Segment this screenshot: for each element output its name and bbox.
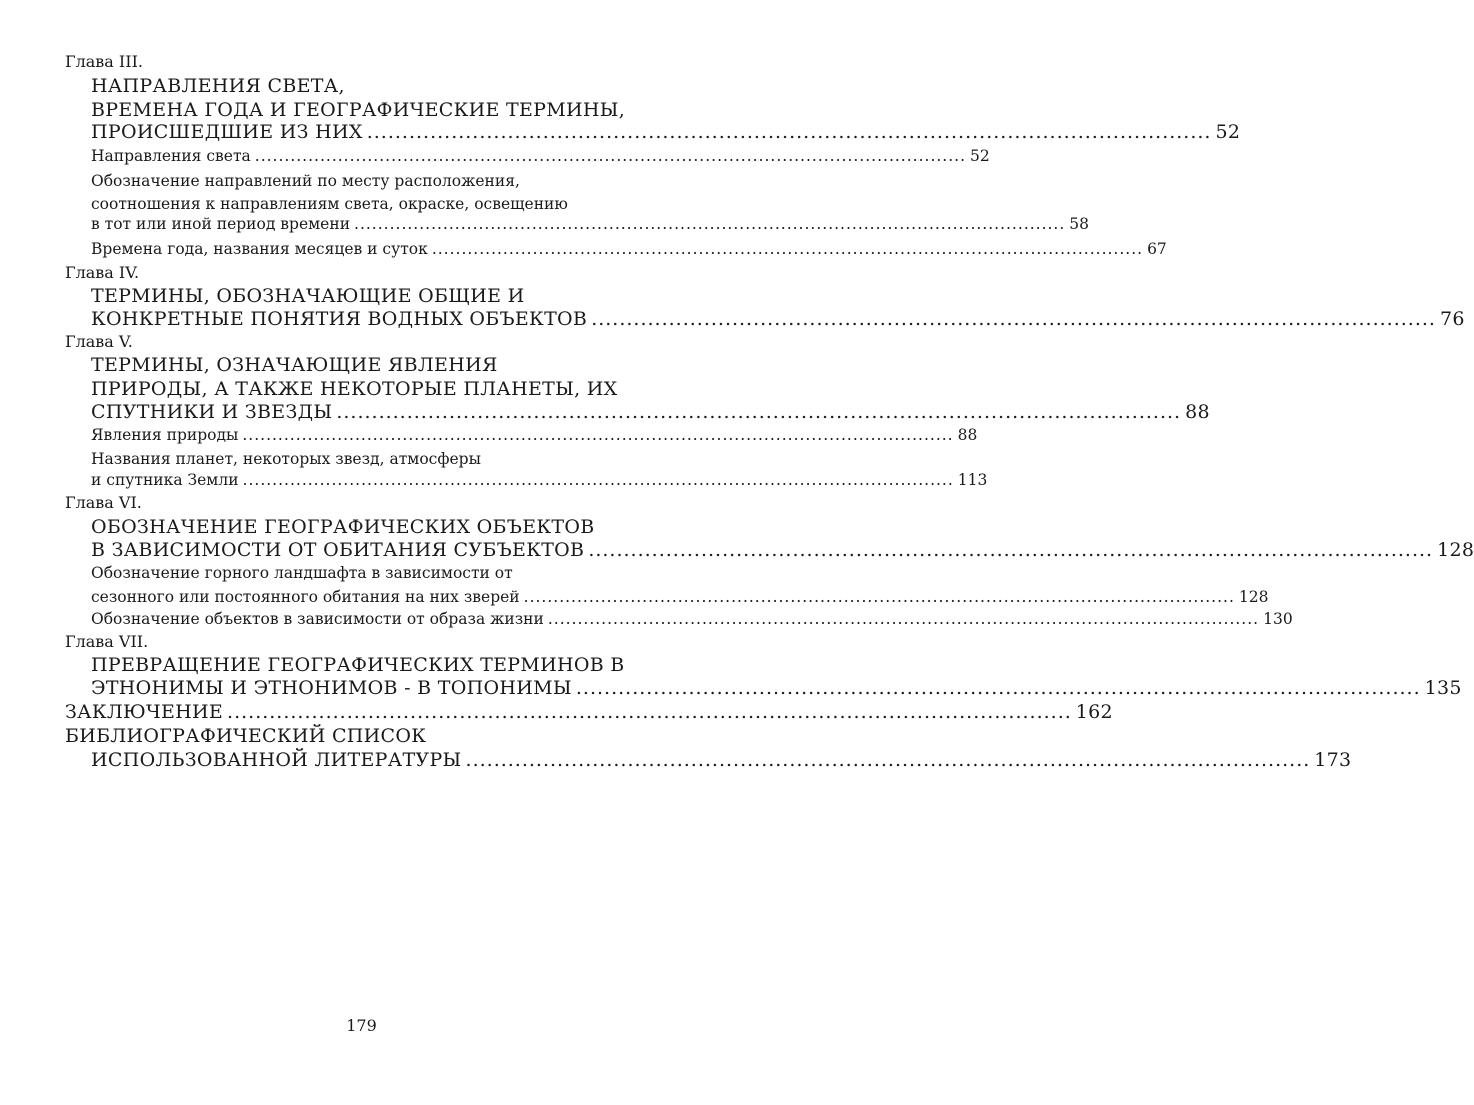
toc-heading-line <box>65 700 1113 724</box>
dot-leader: ........................................................................................................................ <box>242 471 954 489</box>
entry-title: в тот или иной период времени <box>91 215 351 233</box>
toc-subentry-line <box>91 585 1269 609</box>
toc-heading-line <box>91 284 524 308</box>
dot-leader: ........................................................................................................................ <box>366 121 1212 143</box>
toc-subentry-line <box>91 423 978 447</box>
toc-heading-line <box>91 748 1352 772</box>
dot-leader: ........................................................................................................................ <box>254 147 967 165</box>
entry-page-number: 162 <box>1075 701 1113 723</box>
toc-subentry-line <box>91 212 1090 236</box>
entry-page-number: 67 <box>1147 240 1167 258</box>
toc-heading-line <box>91 400 1210 424</box>
entry-title: НАПРАВЛЕНИЯ СВЕТА, <box>91 75 345 97</box>
entry-title: ПРЕВРАЩЕНИЕ ГЕОГРАФИЧЕСКИХ ТЕРМИНОВ В <box>91 654 625 676</box>
entry-page-number: 128 <box>1437 539 1474 561</box>
dot-leader: ........................................................................................................................ <box>547 610 1260 628</box>
toc-heading-line <box>91 98 625 122</box>
dot-leader: ........................................................................................................................ <box>354 215 1066 233</box>
entry-title: КОНКРЕТНЫЕ ПОНЯТИЯ ВОДНЫХ ОБЪЕКТОВ <box>91 308 588 330</box>
entry-title: Обозначение направлений по месту расположения, <box>91 172 520 190</box>
entry-page-number: 88 <box>957 426 978 444</box>
toc-heading-line <box>91 676 1462 700</box>
entry-page-number: 76 <box>1439 308 1465 330</box>
entry-title: ПРОИСШЕДШИЕ ИЗ НИХ <box>91 121 363 143</box>
toc-heading-line <box>91 307 1465 331</box>
toc-heading-line <box>91 653 625 677</box>
dot-leader: ........................................................................................................................ <box>227 701 1072 723</box>
toc-subentry-line <box>91 607 1293 631</box>
entry-title: ТЕРМИНЫ, ОБОЗНАЧАЮЩИЕ ОБЩИЕ И <box>91 285 525 307</box>
entry-title: ПРИРОДЫ, А ТАКЖЕ НЕКОТОРЫЕ ПЛАНЕТЫ, ИХ <box>91 378 618 400</box>
entry-page-number: 52 <box>1215 121 1241 143</box>
chapter-label <box>65 50 143 74</box>
entry-title: БИБЛИОГРАФИЧЕСКИЙ СПИСОК <box>65 725 427 747</box>
toc-heading-line <box>91 74 345 98</box>
entry-title: Явления природы <box>91 426 239 444</box>
entry-title: и спутника Земли <box>91 471 239 489</box>
entry-title: ИСПОЛЬЗОВАННОЙ ЛИТЕРАТУРЫ <box>91 749 462 771</box>
toc-heading-line <box>91 120 1241 144</box>
dot-leader: ........................................................................................................................ <box>588 539 1434 561</box>
entry-page-number: 52 <box>970 147 990 165</box>
dot-leader: ........................................................................................................................ <box>523 588 1235 606</box>
entry-title: СПУТНИКИ И ЗВЕЗДЫ <box>91 401 333 423</box>
entry-page-number: 135 <box>1424 677 1462 699</box>
toc-subentry-line <box>91 144 990 168</box>
entry-title: Глава V. <box>65 332 133 351</box>
entry-title: ВРЕМЕНА ГОДА И ГЕОГРАФИЧЕСКИЕ ТЕРМИНЫ, <box>91 99 626 121</box>
entry-title: ТЕРМИНЫ, ОЗНАЧАЮЩИЕ ЯВЛЕНИЯ <box>91 354 498 376</box>
toc-heading-line <box>91 353 498 377</box>
dot-leader: ........................................................................................................................ <box>336 401 1182 423</box>
entry-title: Обозначение объектов в зависимости от образа жизни <box>91 610 544 628</box>
entry-title: сезонного или постоянного обитания на них зверей <box>91 588 520 606</box>
entry-title: ОБОЗНАЧЕНИЕ ГЕОГРАФИЧЕСКИХ ОБЪЕКТОВ <box>91 516 595 538</box>
toc-heading-line <box>91 515 595 539</box>
entry-title: Глава VI. <box>65 493 142 512</box>
entry-title: ЗАКЛЮЧЕНИЕ <box>65 701 224 723</box>
entry-title: Названия планет, некоторых звезд, атмосферы <box>91 450 481 468</box>
entry-title: Глава VII. <box>65 632 149 651</box>
chapter-label <box>65 330 133 354</box>
chapter-label <box>65 261 139 285</box>
entry-title: соотношения к направлениям света, окраске, освещению <box>91 195 568 213</box>
entry-title: В ЗАВИСИМОСТИ ОТ ОБИТАНИЯ СУБЪЕКТОВ <box>91 539 585 561</box>
entry-page-number: 113 <box>957 471 988 489</box>
toc-subentry-line <box>91 468 988 492</box>
chapter-label <box>65 491 142 515</box>
toc-subentry-line <box>91 169 520 193</box>
entry-title: Глава IV. <box>65 263 140 282</box>
entry-title: Глава III. <box>65 52 143 71</box>
dot-leader: ........................................................................................................................ <box>431 240 1144 258</box>
page-number: 179 <box>346 1016 377 1035</box>
entry-page-number: 130 <box>1263 610 1293 628</box>
dot-leader: ........................................................................................................................ <box>591 308 1436 330</box>
entry-page-number: 58 <box>1069 215 1090 233</box>
toc-heading-line <box>91 377 618 401</box>
entry-title: ЭТНОНИМЫ И ЭТНОНИМОВ - В ТОПОНИМЫ <box>91 677 572 699</box>
dot-leader: ........................................................................................................................ <box>242 426 954 444</box>
dot-leader: ........................................................................................................................ <box>465 749 1311 771</box>
entry-title: Обозначение горного ландшафта в зависимости от <box>91 564 513 582</box>
toc-subentry-line <box>91 561 513 585</box>
entry-page-number: 173 <box>1314 749 1352 771</box>
entry-page-number: 128 <box>1238 588 1269 606</box>
toc-heading-line <box>65 724 426 748</box>
entry-page-number: 88 <box>1185 401 1210 423</box>
chapter-label <box>65 630 148 654</box>
entry-title: Времена года, названия месяцев и суток <box>91 240 428 258</box>
toc-subentry-line <box>91 237 1167 261</box>
entry-title: Направления света <box>91 147 251 165</box>
toc-heading-line <box>91 538 1474 562</box>
dot-leader: ........................................................................................................................ <box>575 677 1421 699</box>
